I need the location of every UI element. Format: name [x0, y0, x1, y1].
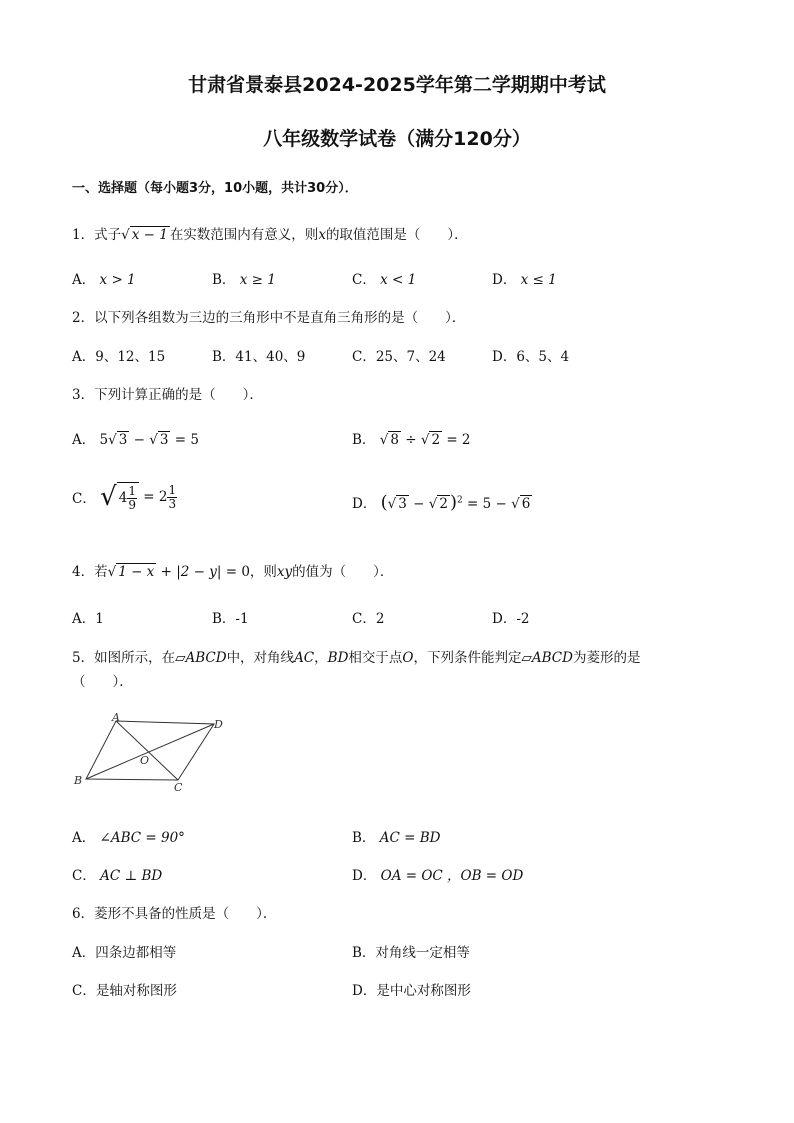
- q5-a-label: A．: [72, 830, 96, 846]
- q3-c-den2: 3: [168, 496, 177, 511]
- q5-parallelogram-2: ▱ABCD: [521, 650, 573, 666]
- q5-c-text: AC ⊥ BD: [100, 868, 163, 884]
- vertex-label-a: A: [112, 712, 120, 724]
- q4-option-c[interactable]: C．2: [352, 611, 385, 627]
- q5-bd: BD: [327, 650, 349, 666]
- q4-plus: +: [156, 564, 177, 580]
- q3-a-label: A．: [72, 432, 96, 448]
- q3-a-coef: 5: [99, 432, 109, 448]
- q3-c-eq: = 2: [138, 489, 168, 505]
- q4-text-a: 4．若: [72, 564, 108, 580]
- q3-d-open: (: [380, 492, 388, 513]
- q2-option-a[interactable]: A．9、12、15: [72, 349, 166, 365]
- q6-option-c[interactable]: C．是轴对称图形: [72, 983, 177, 999]
- q5-option-c[interactable]: [72, 864, 162, 884]
- q2-option-c[interactable]: C．25、7、24: [352, 349, 446, 365]
- question-3-stem: 3．下列计算正确的是（ ）．: [72, 387, 263, 403]
- q5-text-e: 为菱形的是: [572, 650, 641, 666]
- q5-text-b: 中，对角线: [226, 650, 295, 666]
- q3-option-a[interactable]: A． 5√ 3 − √ 3 = 5: [72, 432, 199, 448]
- vertex-label-c: C: [174, 781, 183, 794]
- question-4-stem: 4．若√ 1 − x + |2 − y| = 0，则xy的值为（ ）．: [72, 564, 394, 580]
- q5-d-text: OA = OC ，OB = OD: [380, 868, 524, 884]
- question-1-stem: [72, 223, 468, 243]
- q6-option-a[interactable]: A．四条边都相等: [72, 945, 177, 961]
- q3-d-close: ): [449, 492, 457, 513]
- q3-option-c[interactable]: [72, 482, 177, 512]
- q3-d-radicand-3: 6: [521, 496, 531, 512]
- page-subtitle: 八年级数学试卷（满分120分）: [263, 128, 531, 150]
- q6-option-b[interactable]: B．对角线一定相等: [352, 945, 470, 961]
- q6-option-d[interactable]: D．是中心对称图形: [352, 983, 471, 999]
- q3-d-radicand-2: 2: [439, 496, 448, 512]
- diagonal-ac: [116, 721, 178, 780]
- q5-c-label: C．: [72, 868, 96, 884]
- q5-option-d[interactable]: [352, 864, 523, 884]
- center-label-o: O: [140, 754, 150, 767]
- question-5-stem: [72, 646, 640, 666]
- question-5-stem-line2: （ ）．: [72, 674, 133, 690]
- q1-option-a[interactable]: [72, 268, 136, 288]
- q5-d-label: D．: [352, 868, 377, 884]
- q3-c-num2: 1: [168, 482, 177, 497]
- q3-c-sqrt-sign: √: [100, 482, 117, 512]
- vertex-label-d: D: [214, 718, 223, 731]
- q3-c-den: 9: [128, 498, 136, 512]
- q4-option-a[interactable]: A．1: [72, 611, 104, 627]
- q3-a-radicand-2: 3: [159, 432, 169, 448]
- q3-b-label: B．: [352, 432, 376, 448]
- q5-text-c: 相交于点: [348, 650, 403, 666]
- q2-option-d[interactable]: D．6、5、4: [492, 349, 570, 365]
- q1-option-b-label: B．: [212, 272, 236, 288]
- q1-text-b: 在实数范围内有意义，则: [169, 227, 319, 243]
- q3-option-d[interactable]: D． (√ 3 − √ 2 )$^2$ = 5 − √ 6: [352, 492, 531, 513]
- q5-comma: ，: [314, 650, 328, 666]
- q5-b-text: AC = BD: [379, 830, 441, 846]
- q3-a-radicand-1: 3: [118, 432, 128, 448]
- q1-option-c[interactable]: [352, 268, 416, 288]
- question-2-stem: 2．以下列各组数为三边的三角形中不是直角三角形的是（ ）．: [72, 310, 466, 326]
- q4-option-b[interactable]: B．-1: [212, 611, 249, 627]
- page-title: 甘肃省景泰县2024-2025学年第二学期期中考试: [188, 74, 606, 96]
- q3-d-eq: = 5 −: [462, 496, 512, 512]
- parallelogram-figure: [72, 712, 232, 796]
- q3-d-label: D．: [352, 496, 377, 512]
- vertex-label-b: B: [74, 774, 83, 787]
- q3-b-radicand-2: 2: [431, 432, 441, 448]
- q3-c-label: C．: [72, 491, 96, 507]
- q5-a-text: ∠ABC = 90°: [99, 830, 185, 846]
- q1-option-a-label: A．: [72, 272, 96, 288]
- question-6-stem: 6．菱形不具备的性质是（ ）．: [72, 906, 277, 922]
- q4-var: xy: [276, 564, 293, 580]
- q1-option-b-text: x ≥ 1: [239, 272, 276, 288]
- q5-text-d: ，下列条件能判定: [413, 650, 522, 666]
- q3-a-result: = 5: [170, 432, 199, 448]
- q3-b-result: = 2: [442, 432, 471, 448]
- section-heading: 一、选择题（每小题3分，10小题，共计30分）．: [72, 181, 358, 196]
- q3-c-radicand: [117, 482, 139, 511]
- q5-text-a: 5．如图所示，在: [72, 650, 176, 666]
- diagonal-bd: [86, 724, 214, 779]
- q2-option-b[interactable]: B．41、40、9: [212, 349, 306, 365]
- q1-option-d[interactable]: [492, 268, 557, 288]
- q1-sqrt: √ x − 1: [121, 227, 168, 243]
- q1-option-c-label: C．: [352, 272, 376, 288]
- q3-d-exponent: 2: [457, 495, 463, 506]
- q4-abs: |2 − y|: [176, 564, 222, 580]
- q3-a-minus: −: [129, 432, 150, 448]
- q1-option-d-text: x ≤ 1: [520, 272, 557, 288]
- q4-eq: = 0: [221, 564, 250, 580]
- q1-option-d-label: D．: [492, 272, 517, 288]
- q5-ac: AC: [294, 650, 315, 666]
- q3-option-b[interactable]: B． √ 8 ÷ √ 2 = 2: [352, 432, 471, 448]
- q4-text-c: 的值为（ ）．: [292, 564, 394, 580]
- q1-radicand: x − 1: [131, 227, 168, 243]
- q3-c-whole: 4: [118, 490, 128, 507]
- q1-var: x: [318, 227, 326, 243]
- q5-o: O: [402, 650, 414, 666]
- q1-text-c: 的取值范围是（ ）．: [325, 227, 468, 243]
- q4-option-d[interactable]: D．-2: [492, 611, 530, 627]
- q1-text-a: 1．式子: [72, 227, 122, 243]
- q3-d-radicand-1: 3: [398, 496, 407, 512]
- q4-radicand: 1 − x: [118, 564, 155, 580]
- q3-d-minus: −: [408, 496, 429, 512]
- q5-parallelogram: ▱ABCD: [175, 650, 227, 666]
- q3-b-radicand-1: 8: [390, 432, 399, 448]
- q4-text-b: ，则: [249, 564, 277, 580]
- q3-b-divide: ÷: [400, 432, 421, 448]
- q5-b-label: B．: [352, 830, 376, 846]
- q3-c-num: 1: [128, 484, 136, 499]
- q1-option-c-text: x < 1: [380, 272, 417, 288]
- q1-option-a-text: x > 1: [99, 272, 136, 288]
- q1-option-b[interactable]: [212, 268, 276, 288]
- q5-option-a[interactable]: [72, 826, 185, 846]
- q5-option-b[interactable]: [352, 826, 440, 846]
